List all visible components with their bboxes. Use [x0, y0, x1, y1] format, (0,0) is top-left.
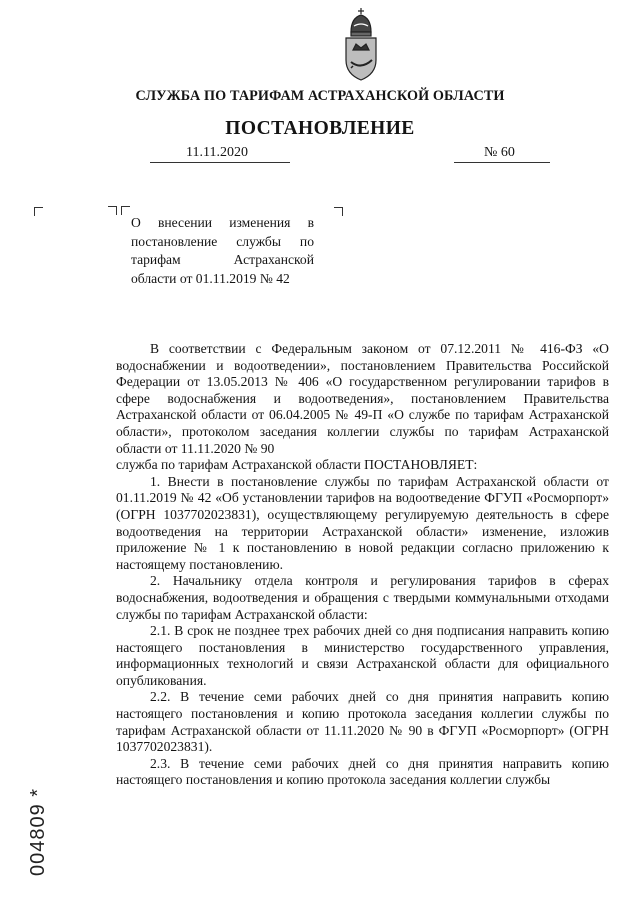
document-number: № 60 [484, 145, 515, 160]
body-paragraph-resolves: служба по тарифам Астраханской области ПОСТАНОВЛЯЕТ: [116, 457, 478, 473]
organization-name: СЛУЖБА ПО ТАРИФАМ АСТРАХАНСКОЙ ОБЛАСТИ [135, 88, 505, 104]
body-paragraph-preamble: В соответствии с Федеральным законом от 07.12.2011 № 416-ФЗ «О водоснабжении и водоотведении», постановлением Правительства Российской Федерации от 13.05.2013 № 406 «О государственном регулировании тарифов в сфере водоснабжения и водоотведения», постановлением Правительства Астраханской области от 06.04.2005 № 49-П «О службе по тарифам Астраханской области», протоколом заседания коллегии службы по тарифам Астраханской области от 11.11.2020 № 90 [116, 341, 609, 456]
corner-mark-subject-left-b [121, 206, 130, 215]
subject-line: тарифам Астраханской [131, 252, 314, 267]
body-paragraph-item-2-3: 2.3. В течение семи рабочих дней со дня принятия направить копию настоящего постановления и копию протокола заседания коллегии службы [116, 755, 609, 788]
number-underline [454, 162, 550, 163]
document-body [116, 341, 609, 789]
subject-line: области от 01.11.2019 № 42 [131, 270, 290, 286]
coat-of-arms-icon [339, 6, 383, 82]
corner-mark-top-left [34, 207, 43, 216]
date-underline [150, 162, 290, 163]
body-paragraph-item-1: 1. Внести в постановление службы по тарифам Астраханской области от 01.11.2019 № 42 «Об установлении тарифов на водоотведение ФГУП «Росморпорт» (ОГРН 1037702023831), осуществляющему регулируемую деятельность в сфере водоотведения на территории Астраханской области» изменение, изложив приложение № 1 к постановлению в новой редакции согласно приложению к настоящему постановлению. [116, 473, 609, 572]
body-paragraph-item-2: 2. Начальнику отдела контроля и регулирования тарифов в сферах водоснабжения, водоотведения и обращения с твердыми коммунальными отходами службы по тарифам Астраханской области: [116, 573, 609, 622]
subject-line: О внесении изменения в [131, 215, 314, 230]
document-subject [131, 214, 314, 288]
corner-mark-top-right [334, 207, 343, 216]
margin-serial-text: 004809 * [27, 787, 49, 876]
corner-mark-subject-left-a [108, 206, 117, 215]
body-paragraph-item-2-1: 2.1. В срок не позднее трех рабочих дней со дня подписания направить копию настоящего постановления в министерство государственного управления, информационных технологий и связи Астраханской области для официального опубликования. [116, 623, 609, 688]
body-paragraph-item-2-2: 2.2. В течение семи рабочих дней со дня принятия направить копию настоящего постановления и копию протокола заседания коллегии службы по тарифам Астраханской области от 11.11.2020 № 90 в ФГУП «Росморпорт» (ОГРН 1037702023831). [116, 689, 609, 755]
document-type-title: ПОСТАНОВЛЕНИЕ [225, 118, 415, 139]
document-date: 11.11.2020 [186, 145, 248, 160]
margin-serial-number [16, 738, 56, 878]
subject-line: постановление службы по [131, 233, 314, 249]
